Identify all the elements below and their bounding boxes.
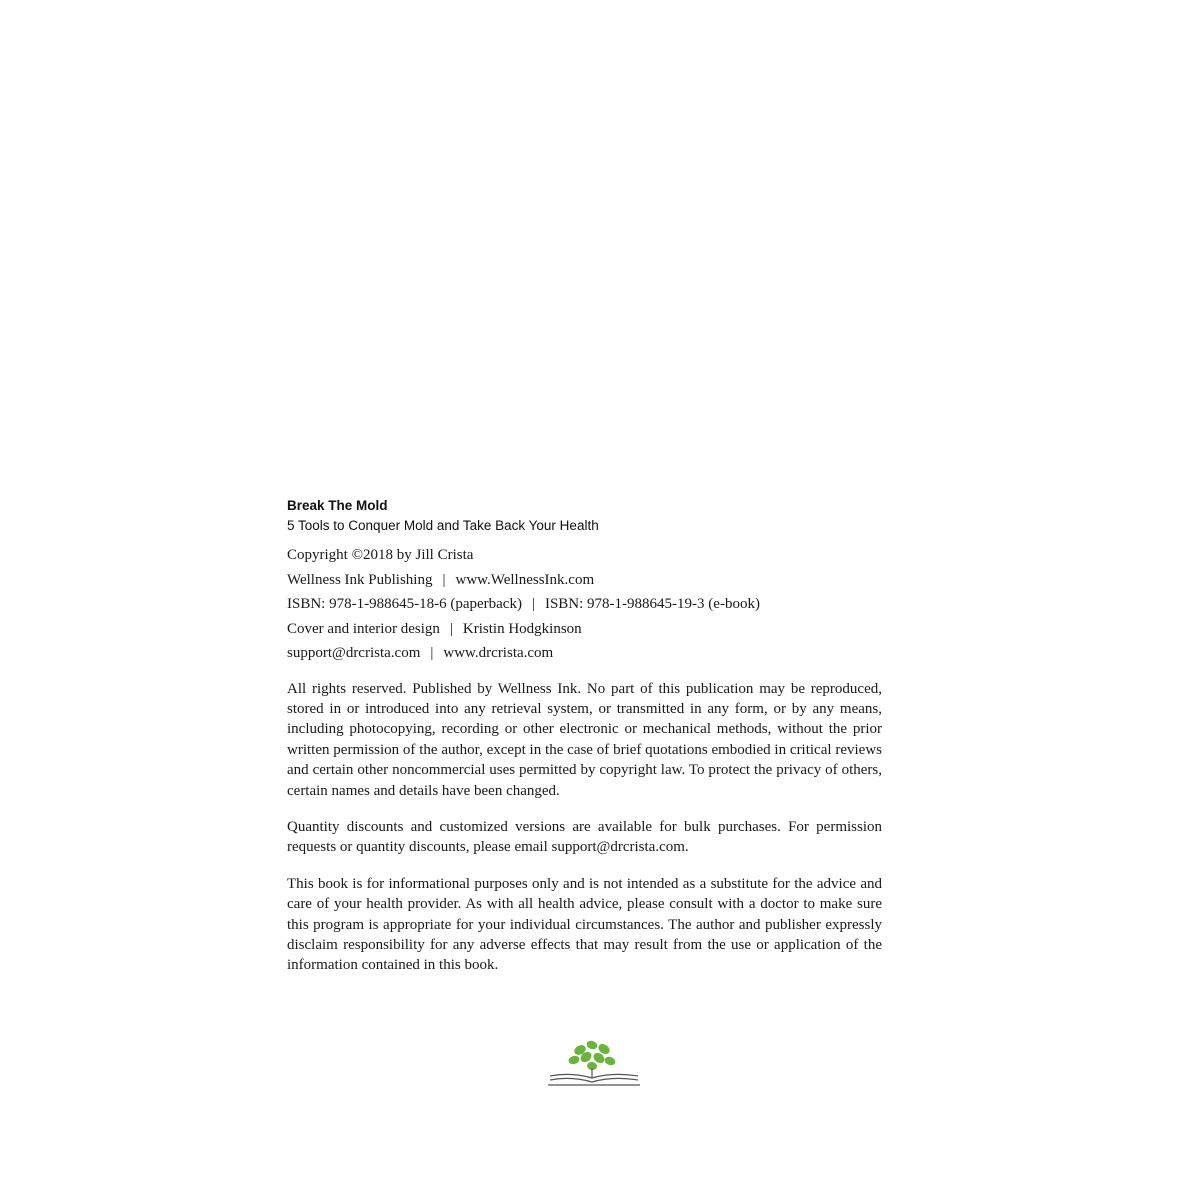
separator: | <box>430 645 434 661</box>
contact-line <box>287 641 882 666</box>
rights-paragraph: All rights reserved. Published by Wellness Ink. No part of this publication may be reproduced, stored in or introduced into any retrieval system, or transmitted in any form, or by any means, including photocopying, recording or other electronic or mechanical methods, without the prior written permission of the author, except in the case of brief quotations embodied in critical reviews and certain other noncommercial uses permitted by copyright law. To protect the privacy of others, certain names and details have been changed. <box>287 680 882 799</box>
design-label: Cover and interior design <box>287 620 440 637</box>
separator: | <box>442 571 446 588</box>
copyright-line: Copyright ©2018 by Jill Crista <box>287 547 474 563</box>
book-outline <box>548 1068 640 1085</box>
support-email: support@drcrista.com <box>287 645 421 661</box>
designer-name: Kristin Hodgkinson <box>462 620 582 637</box>
separator: | <box>449 620 453 637</box>
isbn-paperback: ISBN: 978-1-988645-18-6 (paperback) <box>287 596 522 612</box>
tree-book-icon <box>546 1036 642 1092</box>
book-subtitle: 5 Tools to Conquer Mold and Take Back Your Health <box>287 518 599 533</box>
separator: | <box>531 596 535 612</box>
leaf-group <box>568 1039 617 1070</box>
publisher-name: Wellness Ink Publishing <box>287 571 433 588</box>
website: www.drcrista.com <box>443 645 554 661</box>
publisher-url: www.WellnessInk.com <box>455 571 595 588</box>
copyright-page <box>287 496 882 976</box>
design-line <box>287 617 882 642</box>
disclaimer-paragraph: This book is for informational purposes only and is not intended as a substitute for the advice and care of your health provider. As with all health advice, please consult with a doctor to make sure this program is appropriate for your individual circumstances. The author and publisher expressly disclaim responsibility for any adverse effects that may result from the use or application of the information contained in this book. <box>287 875 882 974</box>
discounts-paragraph: Quantity discounts and customized versions are available for bulk purchases. For permission requests or quantity discounts, please email support@drcrista.com. <box>287 818 882 856</box>
isbn-ebook: ISBN: 978-1-988645-19-3 (e-book) <box>544 596 760 612</box>
publisher-line <box>287 568 882 593</box>
book-title: Break The Mold <box>287 498 388 513</box>
isbn-line <box>287 592 882 617</box>
